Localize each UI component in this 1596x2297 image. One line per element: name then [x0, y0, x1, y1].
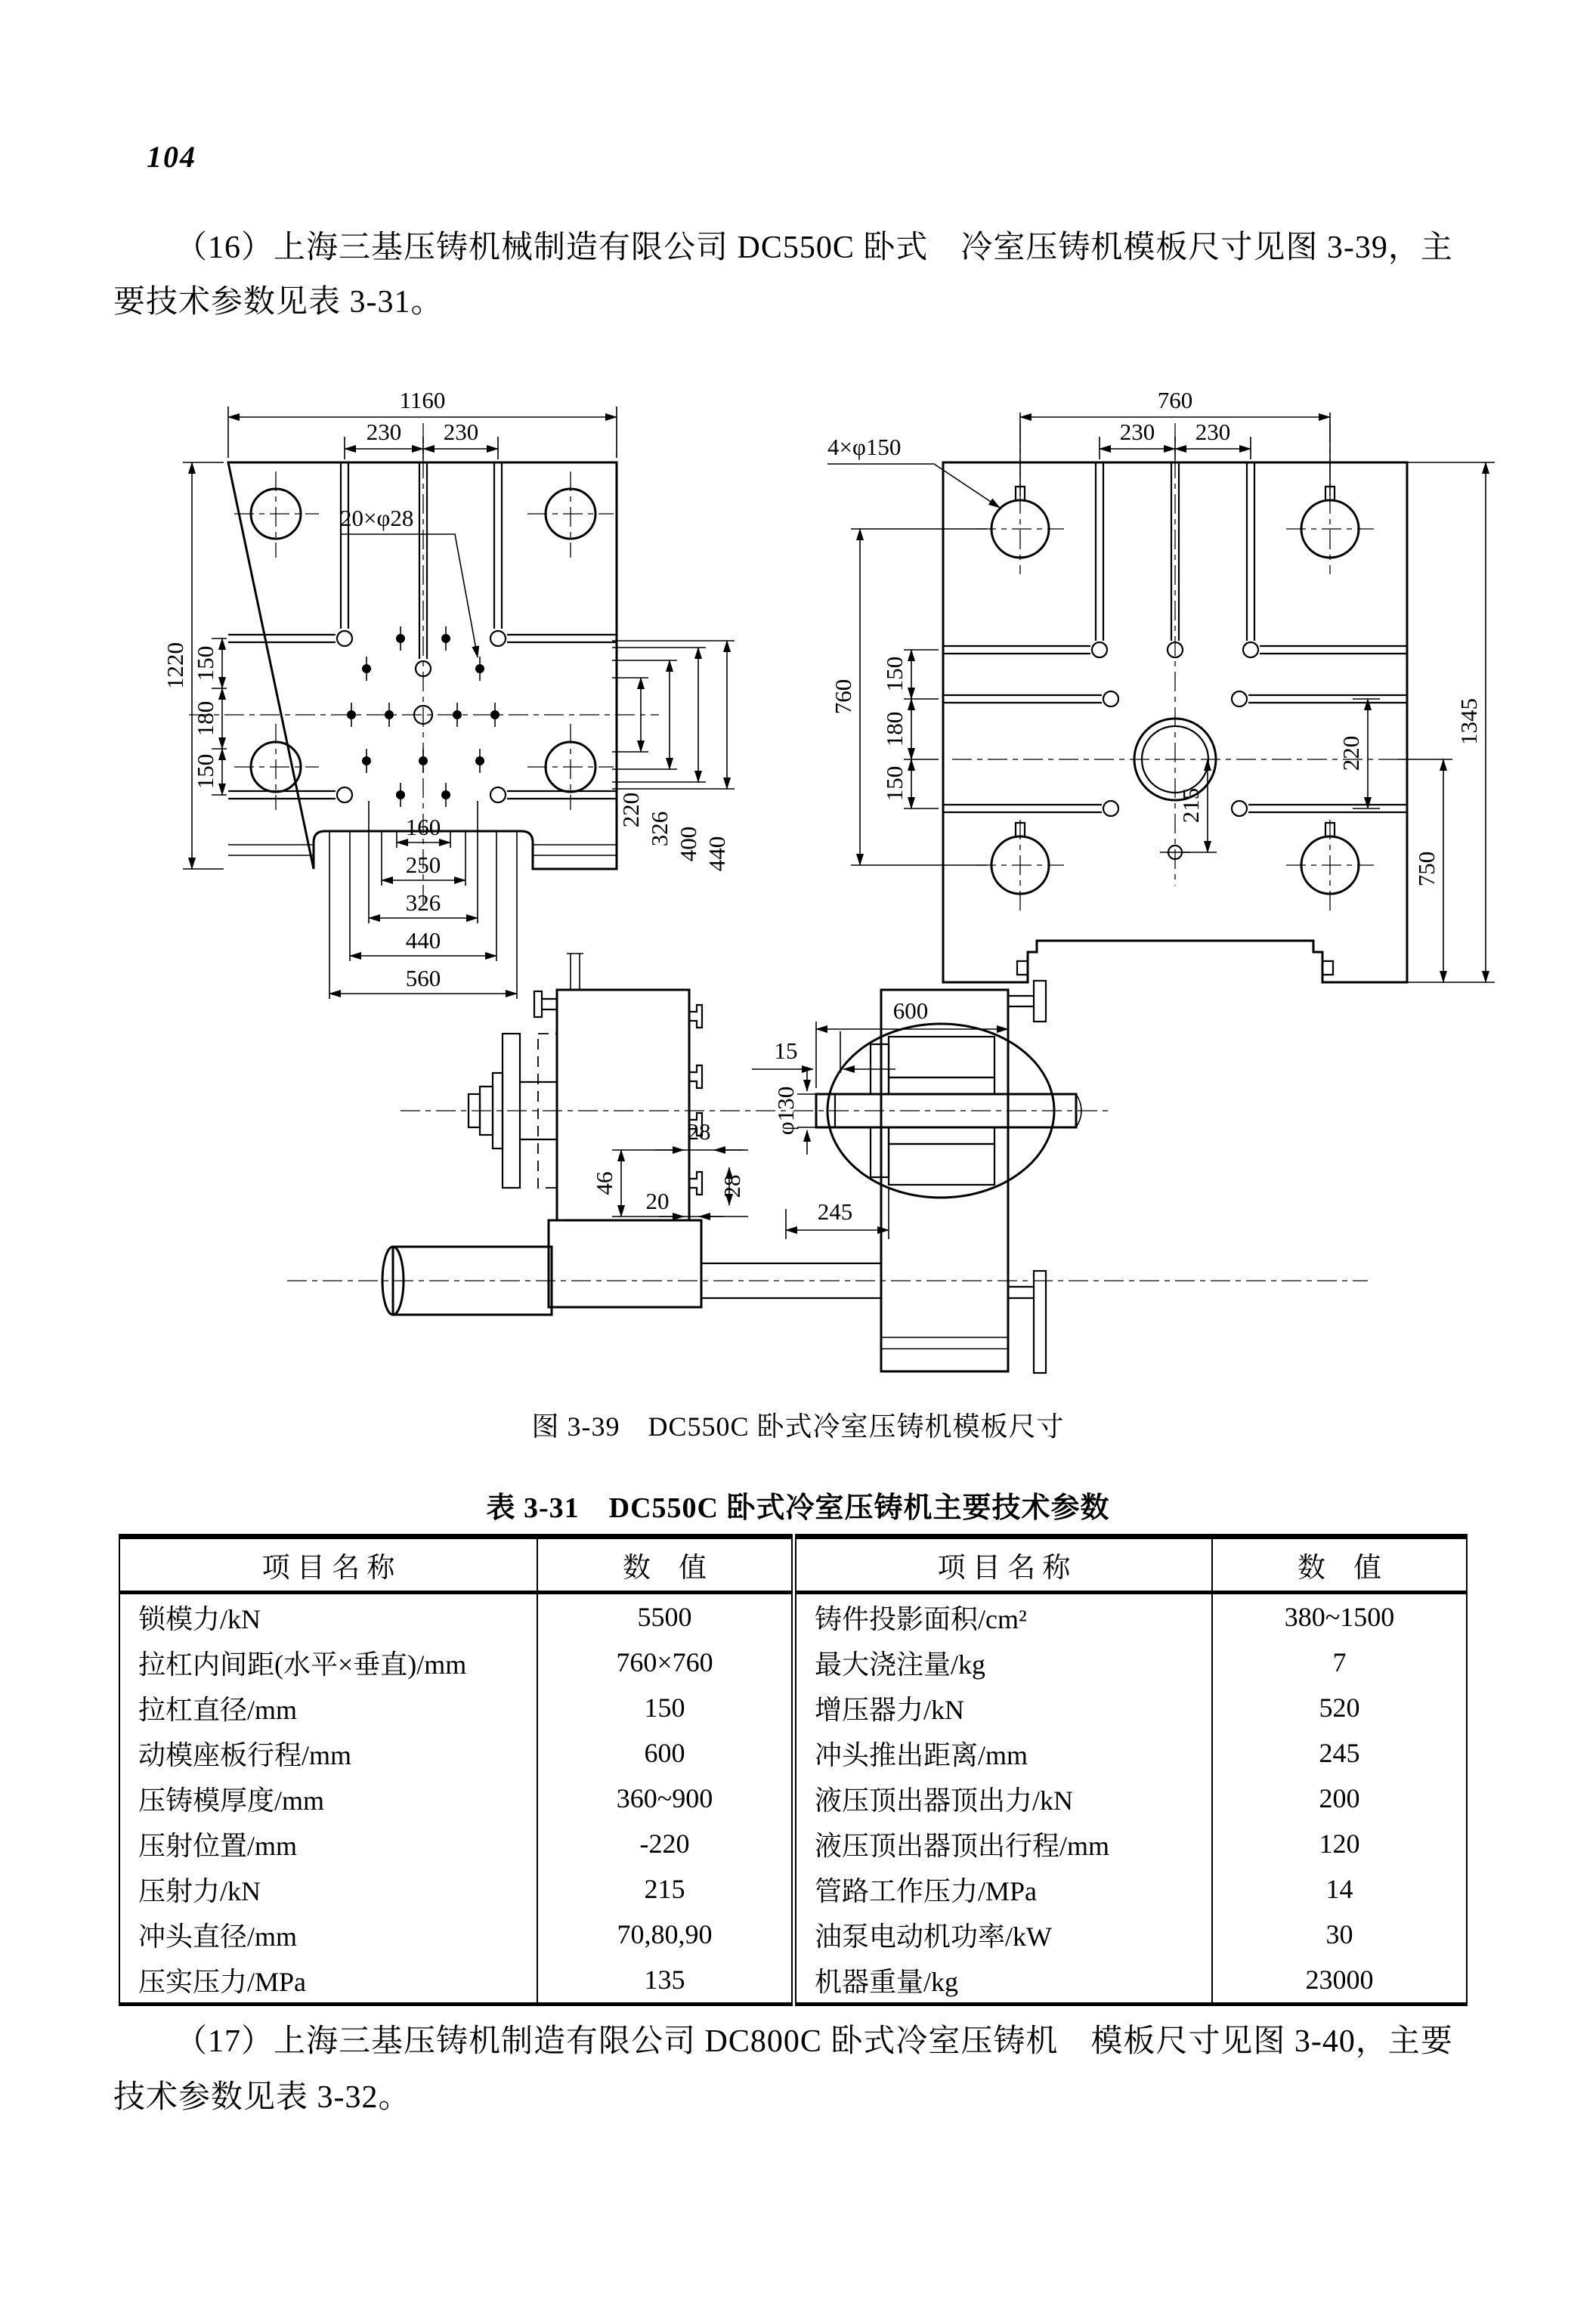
dimension-label: 4×φ150 — [827, 434, 902, 460]
table-row — [119, 1640, 1467, 1685]
header-value-right: 数 值 — [1212, 1537, 1467, 1593]
param-name: 压铸模厚度/mm — [119, 1776, 537, 1821]
table-row — [119, 1730, 1467, 1776]
table-row — [119, 1776, 1467, 1821]
param-value: 360~900 — [537, 1776, 794, 1821]
param-value: 23000 — [1305, 1965, 1374, 1995]
dimension-label: 326 — [405, 889, 441, 916]
param-name: 压射力/kN — [119, 1866, 537, 1912]
dimension-label: 230 — [1195, 419, 1231, 445]
dimension-label: 1345 — [1455, 698, 1482, 745]
param-value: 215 — [537, 1866, 794, 1912]
dimension-label: 28 — [687, 1118, 711, 1145]
table-body — [119, 1593, 1467, 2005]
param-value: 380~1500 — [1284, 1602, 1395, 1632]
param-value: 760×760 — [537, 1640, 794, 1685]
param-name: 锁模力/kN — [119, 1593, 537, 1640]
dimension-label: 250 — [405, 852, 441, 878]
param-name: 管路工作压力/MPa — [794, 1866, 1213, 1912]
dimension-label: 150 — [192, 753, 218, 790]
dimension-label: 560 — [405, 965, 441, 991]
param-value: 245 — [1319, 1738, 1360, 1768]
dimension-label: 1220 — [162, 642, 188, 689]
param-name: 冲头推出距离/mm — [794, 1730, 1213, 1776]
dimension-label: 760 — [1157, 387, 1193, 413]
dimension-label: 326 — [646, 811, 673, 847]
dimension-label: 230 — [1119, 419, 1155, 445]
dimension-label: 760 — [830, 679, 856, 715]
param-name: 铸件投影面积/cm² — [794, 1593, 1213, 1640]
dimension-label: 150 — [881, 765, 908, 802]
side-section-view — [287, 954, 1368, 1373]
param-value: 30 — [1325, 1919, 1353, 1949]
dimension-label: 750 — [1413, 851, 1440, 887]
param-value: 14 — [1325, 1874, 1353, 1904]
dimension-label: 15 — [774, 1037, 798, 1064]
dimension-label: 215 — [1177, 787, 1204, 824]
header-value-left: 数 值 — [537, 1537, 794, 1593]
dimension-label: 46 — [591, 1171, 617, 1195]
dimension-label: 160 — [405, 814, 441, 840]
table-title: 表 3-31 DC550C 卧式冷室压铸机主要技术参数 — [486, 1492, 1110, 1524]
dimension-label: 245 — [817, 1198, 853, 1225]
param-value: 135 — [537, 1957, 794, 2005]
param-value: 5500 — [537, 1593, 794, 1640]
table-row — [119, 1685, 1467, 1730]
param-name: 液压顶出器顶出行程/mm — [794, 1821, 1213, 1866]
left-platen-view — [162, 387, 735, 999]
table-row — [119, 1593, 1467, 1640]
param-name: 动模座板行程/mm — [119, 1730, 537, 1776]
param-value: 7 — [1332, 1647, 1347, 1677]
parameters-table — [119, 1534, 1468, 2006]
dimension-label: 230 — [443, 419, 479, 445]
param-value: 520 — [1319, 1693, 1360, 1723]
paragraph-16-line1: （16）上海三基压铸机械制造有限公司 DC550C 卧式 冷室压铸机模板尺寸见图 3-39，主 — [175, 230, 1453, 265]
param-name: 压实压力/MPa — [119, 1957, 537, 2005]
table-row — [119, 1866, 1467, 1912]
dimension-label: 400 — [675, 826, 701, 862]
paragraph-17-line2: 技术参数见表 3-32。 — [113, 2080, 411, 2115]
dimension-label: 28 — [719, 1174, 745, 1198]
paragraph-17-line1: （17）上海三基压铸机制造有限公司 DC800C 卧式冷室压铸机 模板尺寸见图 3-40，主要 — [175, 2024, 1453, 2059]
dimension-label: 230 — [366, 419, 402, 445]
param-value: -220 — [537, 1821, 794, 1866]
param-name: 最大浇注量/kg — [794, 1640, 1213, 1685]
header-param-name-right: 项 目 名 称 — [794, 1537, 1213, 1593]
table-row — [119, 1912, 1467, 1957]
param-name: 油泵电动机功率/kW — [794, 1912, 1213, 1957]
dimension-label: 150 — [881, 656, 908, 692]
dimension-label: 220 — [617, 792, 644, 828]
param-value: 150 — [537, 1685, 794, 1730]
param-name: 压射位置/mm — [119, 1821, 537, 1866]
paragraph-16-line2: 要技术参数见表 3-31。 — [113, 285, 444, 320]
right-platen-view — [827, 387, 1495, 982]
param-name: 冲头直径/mm — [119, 1912, 537, 1957]
param-value: 70,80,90 — [537, 1912, 794, 1957]
page-number: 104 — [147, 140, 196, 174]
param-value: 200 — [1319, 1783, 1360, 1813]
table-row — [119, 1821, 1467, 1866]
header-param-name-left: 项 目 名 称 — [119, 1537, 537, 1593]
dimension-label: 180 — [192, 700, 218, 737]
param-name: 增压器力/kN — [794, 1685, 1213, 1730]
table-header — [119, 1537, 1467, 1593]
dimension-label: 220 — [1338, 735, 1364, 771]
dimension-label: 20 — [645, 1188, 670, 1214]
t-slot-symbols — [689, 1005, 702, 1195]
table-row — [119, 1957, 1467, 2005]
param-value: 120 — [1319, 1829, 1360, 1859]
dimension-label: 150 — [192, 645, 218, 682]
param-value: 600 — [537, 1730, 794, 1776]
dimension-label: 1160 — [399, 387, 446, 413]
param-name: 液压顶出器顶出力/kN — [794, 1776, 1213, 1821]
dimension-label: 600 — [892, 997, 929, 1024]
figure-caption: 图 3-39 DC550C 卧式冷室压铸机模板尺寸 — [531, 1411, 1065, 1442]
dimension-label: 440 — [704, 836, 730, 872]
param-name: 拉杠直径/mm — [119, 1685, 537, 1730]
dimension-label: φ130 — [772, 1086, 799, 1136]
param-name: 拉杠内间距(水平×垂直)/mm — [119, 1640, 537, 1685]
dimension-label: 20×φ28 — [340, 505, 414, 531]
param-name: 机器重量/kg — [794, 1957, 1213, 2005]
figure-3-39-drawing — [83, 348, 1534, 1405]
dimension-label: 180 — [881, 711, 908, 747]
dimension-label: 440 — [405, 927, 441, 954]
